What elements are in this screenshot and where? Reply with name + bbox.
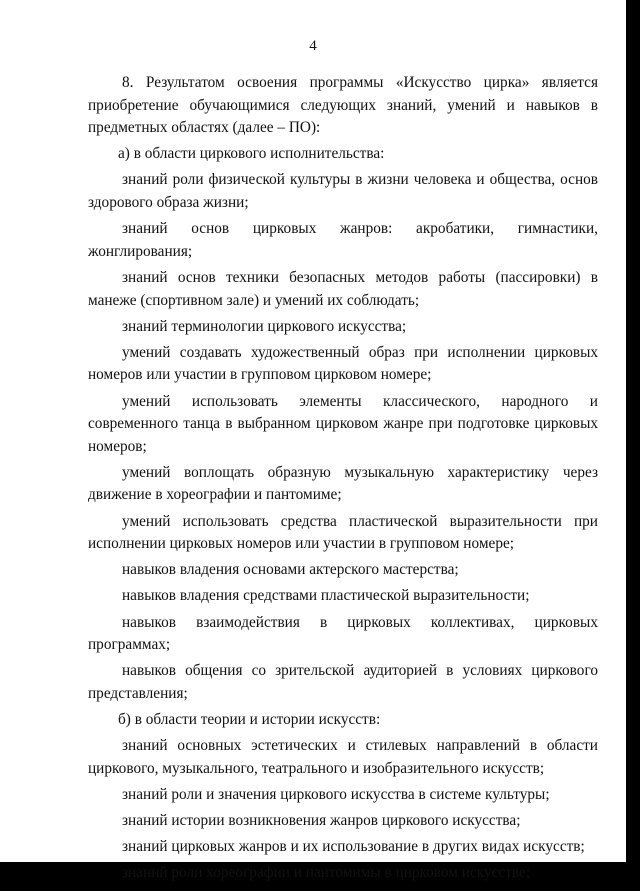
list-item: знаний основ цирковых жанров: акробатики, гимнастики, жонглирования; (88, 220, 598, 260)
paragraph-program-results: 8. Результатом освоения программы «Искусство цирка» является приобретение обучающимися следующих знаний, умений и навыков в предметных областях (далее – ПО): (88, 74, 598, 137)
page-number: 4 (309, 38, 317, 54)
section-heading-circus-performance: а) в области циркового исполнительства: (118, 145, 385, 163)
list-item: умений создавать художественный образ при исполнении цирковых номеров или участии в групповом цирковом номере; (88, 343, 598, 384)
list-item: знаний роли и значения циркового искусства в системе культуры; (122, 785, 550, 803)
list-item: умений использовать элементы классического, народного и современного танца в выбранном цирковом жанре при подготовке цирковых номеров; (88, 392, 598, 455)
list-item: умений воплощать образную музыкальную характеристику через движение в хореографии и пантомиме; (88, 463, 598, 504)
list-item: навыков общения со зрительской аудиторией в условиях циркового представления; (88, 662, 598, 702)
list-item: навыков владения основами актерского мастерства; (122, 561, 459, 579)
list-item: знаний роли физической культуры в жизни человека и общества, основ здорового образа жизни; (88, 171, 598, 212)
list-item: знаний роли хореографии и пантомимы в цирковом искусстве; (122, 864, 531, 882)
list-item: знаний цирковых жанров и их использование в других видах искусств; (122, 838, 585, 856)
list-item: навыков взаимодействия в цирковых коллективах, цирковых программах; (88, 613, 598, 654)
list-item: навыков владения средствами пластической выразительности; (122, 587, 530, 605)
list-item: знаний истории возникновения жанров циркового искусства; (122, 812, 521, 830)
list-item: знаний терминологии циркового искусства; (122, 317, 407, 335)
section-heading-theory-history: б) в области теории и истории искусств: (118, 711, 381, 729)
list-item: знаний основных эстетических и стилевых направлений в области циркового, музыкального, театрального и изобразительного искусств; (88, 737, 598, 777)
document-body (88, 72, 598, 889)
list-item: знаний основ техники безопасных методов работы (пассировки) в манеже (спортивном зале) и умений их соблюдать; (88, 268, 598, 309)
list-item: умений использовать средства пластической выразительности при исполнении цирковых номеров или участии в групповом номере; (88, 512, 598, 553)
